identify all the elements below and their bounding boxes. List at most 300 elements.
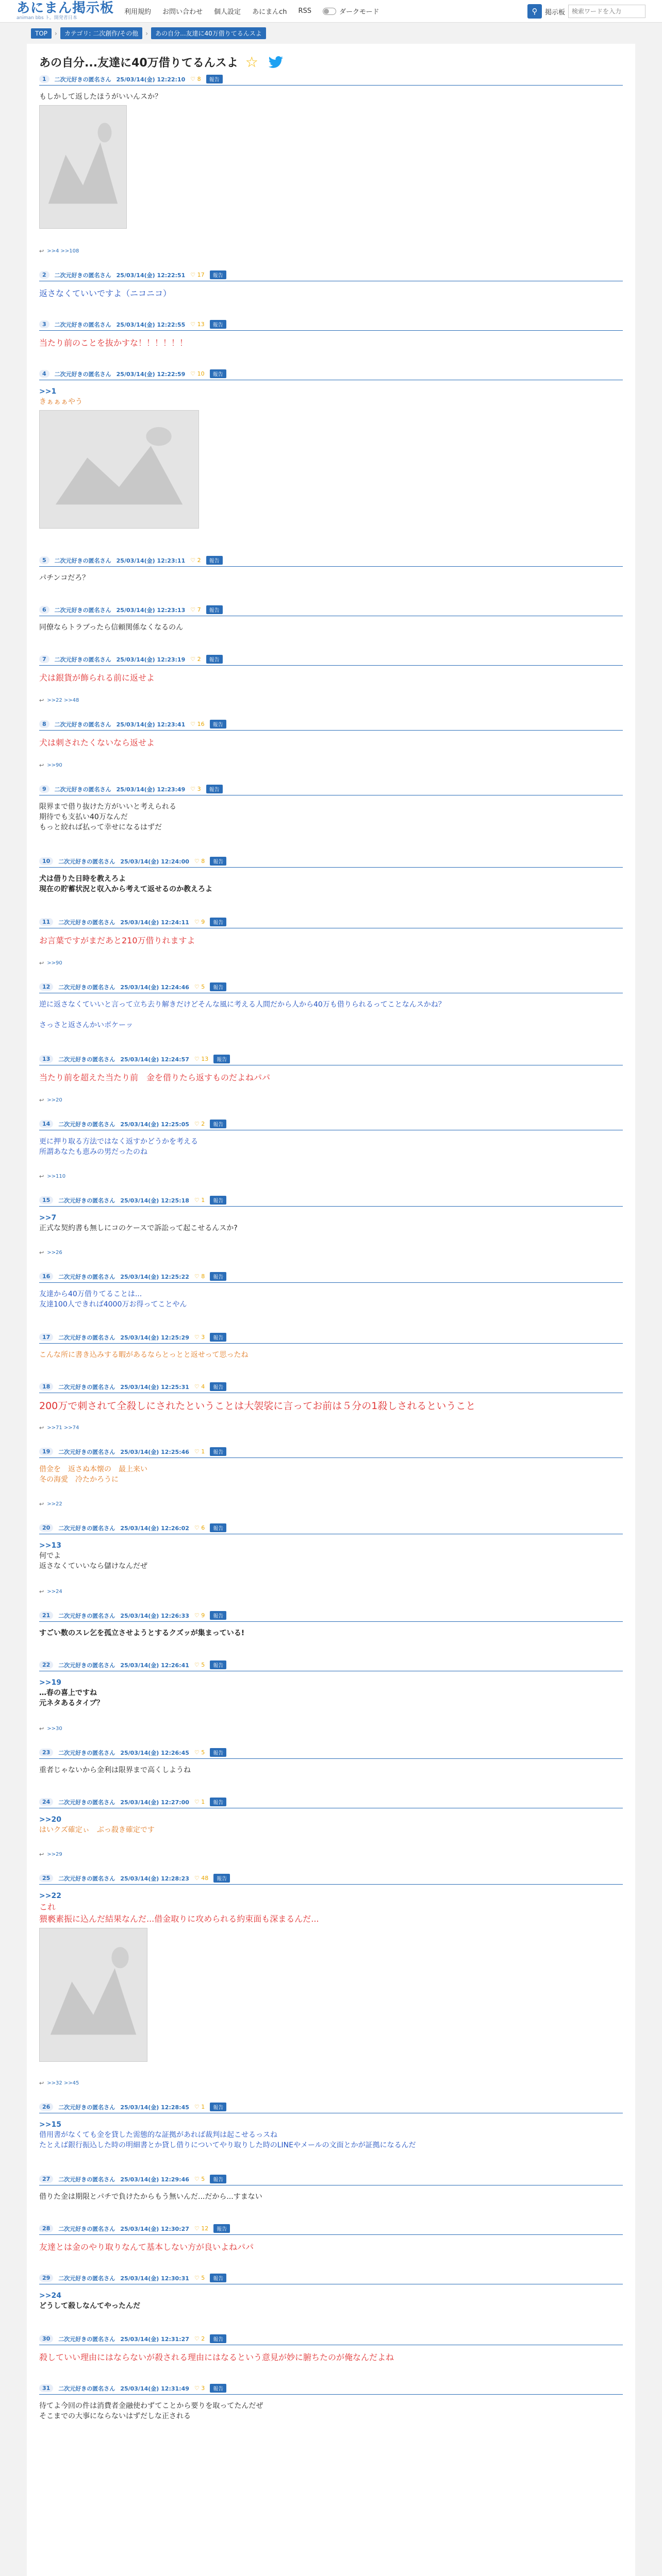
reply-anchor-link[interactable]: >>13	[39, 1541, 61, 1550]
reply-anchor-link[interactable]: >>19	[39, 1679, 61, 1687]
post-number[interactable]: 24	[39, 1798, 53, 1806]
post-number[interactable]: 1	[39, 75, 49, 83]
reply-icon[interactable]: ↩	[39, 1588, 44, 1595]
like-button[interactable]	[194, 1334, 205, 1341]
post-number[interactable]: 17	[39, 1333, 53, 1341]
like-button[interactable]	[194, 1799, 205, 1805]
reply-links[interactable]: >>110	[47, 1174, 66, 1179]
poster-name: 二次元好きの匿名さん	[54, 557, 111, 564]
search-icon[interactable]: ⚲	[527, 4, 542, 19]
post-number[interactable]: 5	[39, 556, 49, 564]
post-number[interactable]: 29	[39, 2274, 53, 2282]
post-text-line: 犬は借りた日時を教えろよ	[39, 875, 126, 883]
reply-links[interactable]: >>22 >>48	[47, 698, 79, 703]
report-button[interactable]: 報告	[210, 1382, 226, 1391]
post-number[interactable]: 11	[39, 918, 53, 926]
reply-icon[interactable]: ↩	[39, 1425, 44, 1431]
post-item	[39, 269, 623, 318]
like-button[interactable]	[190, 321, 204, 328]
reply-links[interactable]: >>29	[47, 1852, 62, 1857]
post-item	[39, 916, 623, 981]
post-number[interactable]: 21	[39, 1612, 53, 1619]
heart-icon: ♡	[194, 1524, 202, 1531]
post-text-line: パチンコだろ？	[39, 574, 90, 582]
post-number[interactable]: 16	[39, 1273, 53, 1280]
post-header	[39, 916, 623, 928]
report-button[interactable]: 報告	[206, 785, 223, 793]
post-body	[39, 1622, 623, 1638]
post-item	[39, 1609, 623, 1659]
post-number[interactable]: 4	[39, 370, 49, 378]
poster-name: 二次元好きの匿名さん	[58, 2335, 115, 2343]
reply-icon[interactable]: ↩	[39, 1501, 44, 1507]
post-number[interactable]: 25	[39, 1874, 53, 1882]
poster-name: 二次元好きの匿名さん	[58, 919, 115, 926]
post-body	[39, 2185, 623, 2202]
like-button[interactable]	[190, 656, 201, 663]
heart-icon: ♡	[190, 370, 197, 377]
reply-icon[interactable]: ↩	[39, 1097, 44, 1104]
post-number[interactable]: 10	[39, 857, 53, 865]
post-item	[39, 653, 623, 718]
site-logo[interactable]	[16, 2, 114, 21]
heart-icon: ♡	[194, 1383, 202, 1390]
poster-name: 二次元好きの匿名さん	[58, 858, 115, 865]
heart-icon: ♡	[194, 1749, 202, 1756]
post-body	[39, 1885, 623, 2062]
post-text-line: 所謂あなたも恵みの男だったのね	[39, 1148, 147, 1156]
post-text-line: はいクズ確定ぃ ぶっ殺き確定です	[39, 1826, 155, 1834]
post-footer	[39, 762, 62, 769]
post-text-line: 返さなくていいなら儲けなんだぜ	[39, 1562, 147, 1570]
like-button[interactable]	[194, 1448, 205, 1455]
post-header	[39, 73, 623, 86]
report-button[interactable]: 報告	[210, 1196, 226, 1205]
reply-icon[interactable]: ↩	[39, 1851, 44, 1858]
post-number[interactable]: 23	[39, 1749, 53, 1756]
poster-name: 二次元好きの匿名さん	[58, 2275, 115, 2282]
search-input[interactable]	[568, 5, 646, 18]
post-number[interactable]: 31	[39, 2384, 53, 2392]
post-number[interactable]: 19	[39, 1448, 53, 1455]
like-button[interactable]	[194, 2335, 205, 2342]
heart-icon: ♡	[194, 2104, 202, 2110]
poster-name: 二次元好きの匿名さん	[54, 321, 111, 328]
heart-icon: ♡	[194, 1197, 202, 1204]
heart-icon: ♡	[194, 858, 202, 865]
like-button[interactable]	[194, 1383, 205, 1390]
report-button[interactable]: 報告	[210, 982, 226, 991]
post-header	[39, 269, 623, 281]
post-footer	[39, 1249, 62, 1256]
heart-icon: ♡	[190, 656, 197, 663]
poster-name: 二次元好きの匿名さん	[58, 1056, 115, 1063]
post-text-line: 正式な契約書も無しにコのケースで訴訟って起こせるんスか?	[39, 1224, 238, 1232]
like-button[interactable]	[194, 1121, 205, 1127]
post-item	[39, 2223, 623, 2272]
post-number[interactable]: 8	[39, 720, 49, 728]
reply-icon[interactable]: ↩	[39, 697, 44, 704]
like-count: 5	[201, 2176, 205, 2182]
reply-links[interactable]: >>20	[47, 1097, 62, 1103]
reply-anchor-link[interactable]: >>20	[39, 1816, 61, 1824]
post-item	[39, 73, 623, 269]
post-body	[39, 1207, 623, 1233]
like-count: 1	[201, 1799, 205, 1805]
report-button[interactable]: 報告	[210, 270, 226, 279]
like-button[interactable]	[194, 2385, 205, 2392]
post-number[interactable]: 27	[39, 2175, 53, 2183]
post-number[interactable]: 3	[39, 320, 49, 328]
post-date: 25/03/14(金) 12:25:46	[120, 1448, 189, 1455]
report-button[interactable]: 報告	[206, 655, 223, 664]
like-button[interactable]	[194, 1273, 205, 1280]
post-date: 25/03/14(金) 12:26:41	[120, 1662, 189, 1669]
post-image[interactable]	[39, 1928, 147, 2062]
reply-anchor-link[interactable]: >>7	[39, 1214, 57, 1222]
post-text-line: 犬は銀貨が飾られる前に返せよ	[39, 673, 155, 683]
post-number[interactable]: 28	[39, 2225, 53, 2232]
darkmode-toggle[interactable]	[323, 6, 379, 16]
heart-icon: ♡	[190, 272, 197, 278]
heart-icon: ♡	[190, 557, 197, 564]
post-date: 25/03/14(金) 12:28:23	[120, 1875, 189, 1882]
breadcrumb-thread[interactable]: あの自分...友達に40万借りてるんスよ	[151, 27, 266, 39]
reply-links[interactable]: >>32 >>45	[47, 2080, 79, 2086]
post-item	[39, 1053, 623, 1118]
like-count: 2	[201, 1121, 205, 1127]
post-body	[39, 281, 623, 299]
post-item	[39, 2272, 623, 2333]
report-button[interactable]: 報告	[210, 1798, 226, 1806]
nav-contact[interactable]: お問い合わせ	[162, 8, 203, 16]
post-header	[39, 855, 623, 868]
post-body	[39, 731, 623, 749]
post-header	[39, 2223, 623, 2235]
like-button[interactable]	[194, 1197, 205, 1204]
post-item	[39, 718, 623, 783]
reply-icon[interactable]: ↩	[39, 2080, 44, 2087]
post-text-line: 限界まで借り抜けた方がいいと考えられる	[39, 803, 176, 811]
darkmode-label: ダークモード	[339, 8, 379, 16]
post-footer	[39, 1501, 62, 1507]
post-item	[39, 1747, 623, 1796]
post-date: 25/03/14(金) 12:25:05	[120, 1121, 189, 1128]
post-date: 25/03/14(金) 12:24:46	[120, 984, 189, 991]
reply-anchor-link[interactable]: >>24	[39, 2292, 61, 2300]
post-number[interactable]: 12	[39, 983, 53, 991]
post-text-line: 殺していい理由にはならないが殺される理由にはなるという意見が妙に腑ちたのが俺なんだよね	[39, 2352, 394, 2362]
post-footer	[39, 1097, 62, 1104]
report-button[interactable]: 報告	[210, 1120, 226, 1128]
post-header	[39, 2173, 623, 2185]
post-date: 25/03/14(金) 12:23:49	[116, 786, 186, 793]
reply-links[interactable]: >>26	[47, 1250, 62, 1256]
nav-animanch[interactable]: あにまんch	[252, 8, 287, 16]
post-date: 25/03/14(金) 12:26:33	[120, 1612, 189, 1619]
post-date: 25/03/14(金) 12:31:49	[120, 2385, 189, 2392]
report-button[interactable]: 報告	[210, 2103, 226, 2111]
like-button[interactable]	[194, 2275, 205, 2281]
post-item	[39, 318, 623, 368]
like-count: 3	[201, 2385, 205, 2392]
logo-subtext: animan bbs ト。開発者日本	[16, 15, 77, 21]
post-footer	[39, 1173, 65, 1180]
like-count: 12	[201, 2225, 209, 2232]
post-text-line: どうして殺しなんてやったんだ	[39, 2302, 140, 2310]
like-button[interactable]	[194, 1662, 205, 1668]
like-count: 2	[197, 656, 201, 663]
post-number[interactable]: 30	[39, 2335, 53, 2343]
post-item	[39, 2101, 623, 2173]
post-text-line: 当たり前を超えた当たり前 金を借りたら返すものだよねパパ	[39, 1073, 271, 1082]
post-date: 25/03/14(金) 12:29:46	[120, 2176, 189, 2183]
heart-icon: ♡	[194, 1612, 202, 1619]
post-footer	[39, 2080, 79, 2087]
reply-icon[interactable]: ↩	[39, 1725, 44, 1732]
like-button[interactable]	[194, 919, 205, 925]
post-list	[39, 73, 623, 2443]
thread-container	[27, 44, 635, 2576]
post-header	[39, 1446, 623, 1458]
post-item	[39, 1522, 623, 1609]
heart-icon: ♡	[194, 1334, 202, 1341]
like-button[interactable]	[194, 1524, 205, 1531]
post-body	[39, 1458, 623, 1485]
favorite-star-icon[interactable]: ☆	[245, 53, 258, 71]
like-count: 6	[201, 1524, 205, 1531]
post-number[interactable]: 14	[39, 1120, 53, 1128]
post-body	[39, 1393, 623, 1413]
post-footer	[39, 697, 79, 704]
post-item	[39, 783, 623, 855]
post-item	[39, 368, 623, 554]
post-text-line: 返さなくていいですよ（ニコニコ）	[39, 289, 172, 298]
reply-icon[interactable]: ↩	[39, 1173, 44, 1180]
like-count: 7	[197, 606, 201, 613]
poster-name: 二次元好きの匿名さん	[58, 1448, 115, 1455]
post-body	[39, 1283, 623, 1310]
post-header	[39, 1747, 623, 1759]
reply-links[interactable]: >>90	[47, 960, 62, 966]
like-count: 8	[197, 76, 201, 82]
report-button[interactable]: 報告	[210, 2175, 226, 2183]
report-button[interactable]: 報告	[206, 75, 223, 83]
post-footer	[39, 1588, 62, 1595]
report-button[interactable]: 報告	[210, 369, 226, 378]
report-button[interactable]: 報告	[213, 2224, 230, 2233]
post-number[interactable]: 13	[39, 1055, 53, 1063]
report-button[interactable]: 報告	[213, 1874, 230, 1883]
post-text-line: …春の喜上ですね	[39, 1689, 97, 1697]
like-button[interactable]	[194, 2104, 205, 2110]
like-button[interactable]	[194, 1749, 205, 1756]
report-button[interactable]: 報告	[210, 1272, 226, 1281]
post-footer	[39, 1851, 62, 1858]
post-body	[39, 1065, 623, 1083]
reply-icon[interactable]: ↩	[39, 248, 44, 255]
poster-name: 二次元好きの匿名さん	[58, 1612, 115, 1619]
nav-rss[interactable]: RSS	[298, 7, 311, 15]
post-date: 25/03/14(金) 12:25:18	[120, 1197, 189, 1204]
post-body	[39, 86, 623, 229]
like-button[interactable]	[194, 1056, 208, 1062]
breadcrumb-top[interactable]: TOP	[31, 28, 52, 39]
page-title: あの自分...友達に40万借りてるんスよ	[39, 57, 238, 70]
post-number[interactable]: 15	[39, 1196, 53, 1204]
post-body	[39, 1534, 623, 1571]
report-button[interactable]: 報告	[206, 556, 223, 565]
post-date: 25/03/14(金) 12:22:51	[116, 272, 186, 279]
post-item	[39, 604, 623, 653]
post-number[interactable]: 22	[39, 1661, 53, 1669]
like-button[interactable]	[190, 370, 204, 377]
post-header	[39, 718, 623, 731]
post-body	[39, 868, 623, 894]
like-button[interactable]	[190, 721, 204, 727]
post-item	[39, 855, 623, 916]
report-button[interactable]: 報告	[210, 2274, 226, 2282]
post-date: 25/03/14(金) 12:28:45	[120, 2104, 189, 2111]
twitter-bird-icon[interactable]	[268, 55, 284, 70]
post-header	[39, 653, 623, 666]
post-date: 25/03/14(金) 12:26:45	[120, 1749, 189, 1756]
poster-name: 二次元好きの匿名さん	[54, 370, 111, 378]
report-button[interactable]: 報告	[210, 1748, 226, 1757]
post-date: 25/03/14(金) 12:25:22	[120, 1273, 189, 1280]
post-number[interactable]: 2	[39, 271, 49, 279]
post-text-line: 友達から40万借りてることは...	[39, 1290, 142, 1298]
post-number[interactable]: 18	[39, 1383, 53, 1391]
like-button[interactable]	[194, 984, 205, 990]
post-item	[39, 554, 623, 604]
post-number[interactable]: 7	[39, 655, 49, 663]
post-body	[39, 1130, 623, 1157]
report-button[interactable]: 報告	[206, 605, 223, 614]
post-header	[39, 1118, 623, 1130]
like-button[interactable]	[194, 2225, 208, 2232]
like-button[interactable]	[190, 786, 201, 792]
post-number[interactable]: 20	[39, 1524, 53, 1532]
report-button[interactable]: 報告	[210, 1523, 226, 1532]
like-button[interactable]	[190, 272, 204, 278]
report-button[interactable]: 報告	[210, 320, 226, 329]
post-text-line: 逆に返さなくていいと言って立ち去り解きだけどそんな風に考える人間だから人から40万も借りられるってことなんスかね？	[39, 1001, 445, 1009]
heart-icon: ♡	[190, 786, 197, 792]
like-button[interactable]	[190, 606, 201, 613]
like-count: 3	[197, 786, 201, 792]
poster-name: 二次元好きの匿名さん	[54, 272, 111, 279]
poster-name: 二次元好きの匿名さん	[54, 76, 111, 83]
post-item	[39, 1659, 623, 1747]
post-image[interactable]	[39, 105, 127, 229]
report-button[interactable]: 報告	[210, 857, 226, 866]
like-button[interactable]	[194, 1875, 208, 1882]
heart-icon: ♡	[194, 984, 202, 990]
post-number[interactable]: 9	[39, 785, 49, 793]
breadcrumb-category[interactable]: カテゴリ: 二次創作/その他	[60, 27, 142, 39]
report-button[interactable]: 報告	[210, 1611, 226, 1620]
like-button[interactable]	[194, 858, 205, 865]
reply-icon[interactable]: ↩	[39, 960, 44, 967]
reply-anchor-link[interactable]: >>15	[39, 2121, 61, 2129]
post-item	[39, 1872, 623, 2101]
reply-links[interactable]: >>90	[47, 762, 62, 768]
like-count: 8	[201, 858, 205, 865]
poster-name: 二次元好きの匿名さん	[58, 1121, 115, 1128]
post-text-line: 期待でも支払い40万なんだ	[39, 813, 128, 821]
nav-settings[interactable]: 個人設定	[214, 8, 241, 16]
like-count: 3	[201, 1334, 205, 1341]
like-button[interactable]	[190, 557, 201, 564]
report-button[interactable]: 報告	[210, 2384, 226, 2393]
post-date: 25/03/14(金) 12:24:11	[120, 919, 189, 926]
post-header	[39, 1796, 623, 1808]
report-button[interactable]: 報告	[210, 1333, 226, 1342]
reply-icon[interactable]: ↩	[39, 762, 44, 769]
reply-links[interactable]: >>4 >>108	[47, 248, 79, 254]
poster-name: 二次元好きの匿名さん	[58, 1799, 115, 1806]
like-count: 5	[201, 984, 205, 990]
reply-icon[interactable]: ↩	[39, 1249, 44, 1256]
like-count: 9	[201, 919, 205, 925]
nav-terms[interactable]: 利用規約	[124, 8, 152, 16]
post-number[interactable]: 6	[39, 606, 49, 614]
post-text-line: 冬の海愛 冷たかろうに	[39, 1476, 119, 1484]
like-button[interactable]	[194, 1612, 205, 1619]
poster-name: 二次元好きの匿名さん	[58, 984, 115, 991]
search-scope-label[interactable]: 掲示板	[544, 8, 565, 16]
reply-links[interactable]: >>24	[47, 1589, 62, 1595]
report-button[interactable]: 報告	[210, 720, 226, 728]
report-button[interactable]: 報告	[213, 1055, 230, 1063]
post-body	[39, 2113, 623, 2150]
post-text-line: きぁぁぁやう	[39, 398, 82, 406]
poster-name: 二次元好きの匿名さん	[58, 1875, 115, 1882]
heart-icon: ♡	[194, 1799, 202, 1805]
post-number[interactable]: 26	[39, 2103, 53, 2111]
report-button[interactable]: 報告	[210, 2334, 226, 2343]
post-image[interactable]	[39, 410, 199, 529]
report-button[interactable]: 報告	[210, 1447, 226, 1456]
like-button[interactable]	[190, 76, 201, 82]
reply-anchor-link[interactable]: >>22	[39, 1892, 61, 1900]
top-bar	[0, 0, 662, 23]
post-text-line: 借用書がなくても金を貸した需態的な証拠があれば裁判は起こせるっスね	[39, 2131, 277, 2139]
post-header	[39, 1331, 623, 1344]
post-text-line: もっと絞れば払って幸せになるはずだ	[39, 823, 162, 832]
poster-name: 二次元好きの匿名さん	[58, 1197, 115, 1204]
report-button[interactable]: 報告	[210, 1660, 226, 1669]
like-count: 1	[201, 2104, 205, 2110]
post-date: 25/03/14(金) 12:26:02	[120, 1524, 189, 1532]
heart-icon: ♡	[194, 1273, 202, 1280]
post-header	[39, 368, 623, 380]
post-header	[39, 1053, 623, 1065]
reply-links[interactable]: >>22	[47, 1501, 62, 1507]
post-date: 25/03/14(金) 12:24:57	[120, 1056, 189, 1063]
post-body	[39, 1759, 623, 1775]
post-body	[39, 928, 623, 946]
post-date: 25/03/14(金) 12:23:19	[116, 656, 186, 663]
poster-name: 二次元好きの匿名さん	[58, 2225, 115, 2232]
reply-links[interactable]: >>30	[47, 1726, 62, 1732]
like-button[interactable]	[194, 2176, 205, 2182]
post-date: 25/03/14(金) 12:30:31	[120, 2275, 189, 2282]
reply-links[interactable]: >>71 >>74	[47, 1425, 79, 1431]
reply-anchor-link[interactable]: >>1	[39, 387, 57, 396]
report-button[interactable]: 報告	[210, 918, 226, 926]
